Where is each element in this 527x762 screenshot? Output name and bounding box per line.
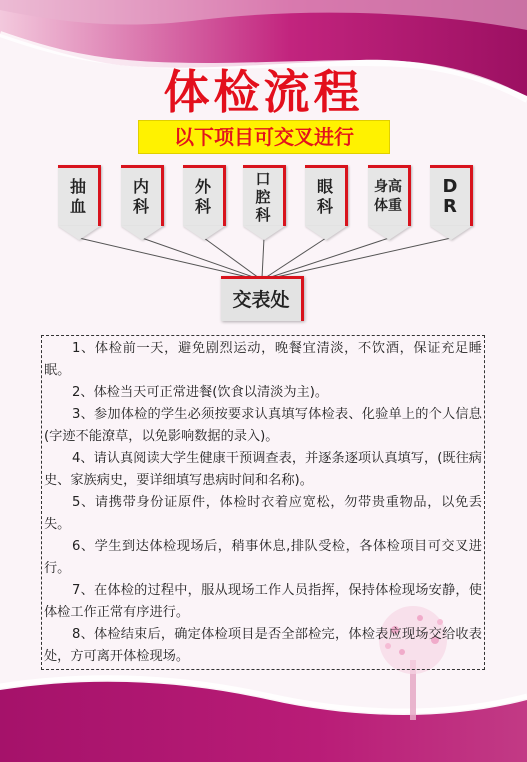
station-label: 内 科 — [132, 177, 149, 216]
station-dr — [430, 165, 472, 240]
station-surgery — [183, 165, 225, 240]
note-item: 3、参加体检的学生必须按要求认真填写体检表、化验单上的个人信息(字迹不能潦草，以免影响数据的录入)。 — [44, 407, 482, 444]
note-item: 2、体检当天可正常进餐(饮食以清淡为主)。 — [72, 385, 329, 400]
station-label: 身高 体重 — [374, 179, 402, 214]
note-item: 6、学生到达体检现场后，稍事休息,排队受检，各体检项目可交叉进行。 — [44, 539, 482, 576]
station-label: 眼 科 — [316, 177, 333, 216]
station-height-weight — [368, 165, 410, 240]
station-label: 抽 血 — [69, 177, 86, 216]
note-item: 5、请携带身份证原件，体检时衣着应宽松，勿带贵重物品，以免丢失。 — [44, 495, 482, 532]
note-item: 8、体检结束后，确定体检项目是否全部检完，体检表应现场交给收表处，方可离开体检现场。 — [44, 627, 482, 664]
station-eye — [305, 165, 347, 240]
notes-box — [41, 335, 485, 670]
station-blood — [58, 165, 100, 240]
station-label: D R — [442, 176, 458, 217]
station-internal — [121, 165, 163, 240]
station-label: 外 科 — [194, 177, 211, 216]
note-item: 4、请认真阅读大学生健康干预调查表，并逐条逐项认真填写，(既往病史、家族病史，要详细填写患病时间和名称)。 — [44, 451, 482, 488]
note-item: 7、在体检的过程中，服从现场工作人员指挥，保持体检现场安静，使体检工作正常有序进行。 — [44, 583, 482, 620]
note-item: 1、体检前一天，避免剧烈运动，晚餐宜清淡，不饮酒，保证充足睡眠。 — [44, 341, 482, 378]
form-counter: 交表处 — [221, 276, 304, 321]
station-label: 口 腔 科 — [255, 170, 271, 224]
page-title: 体检流程 — [163, 65, 364, 119]
subtitle-banner: 以下项目可交叉进行 — [138, 120, 390, 154]
station-dental — [243, 165, 285, 240]
